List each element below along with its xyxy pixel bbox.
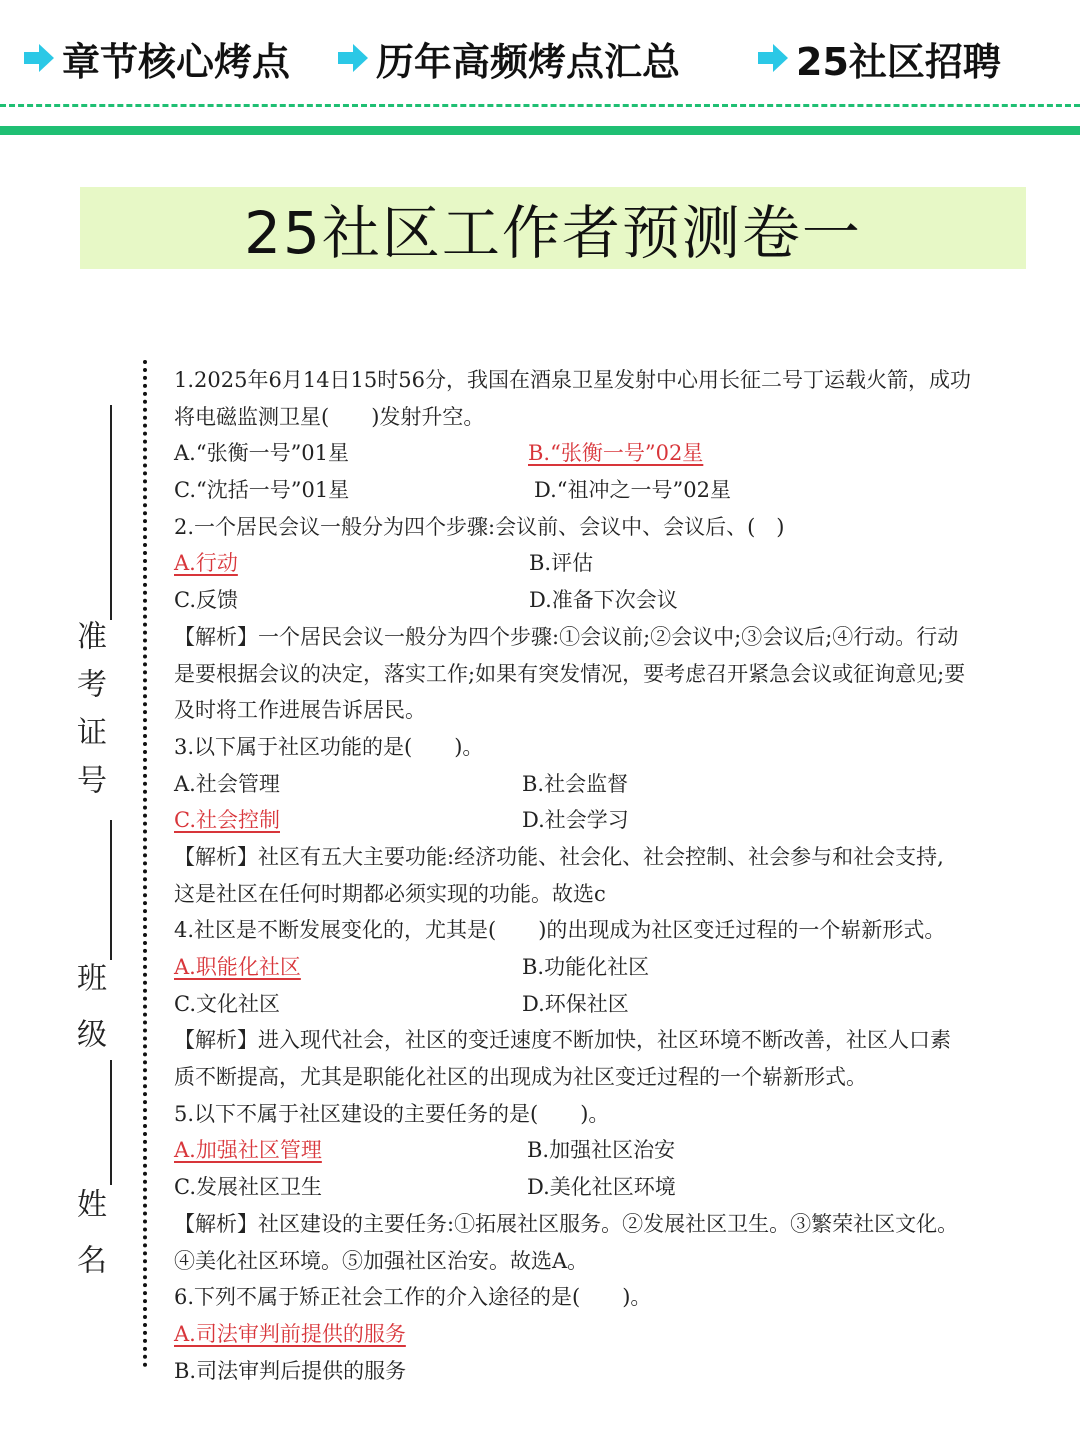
question-stem: 4.社区是不断发展变化的，尤其是( )的出现成为社区变迁过程的一个崭新形式。 <box>174 918 946 943</box>
option-row <box>174 802 1034 839</box>
question-stem: 2.一个居民会议一般分为四个步骤:会议前、会议中、会议后、( ) <box>174 514 785 539</box>
option-row-cut <box>174 1353 1034 1383</box>
name-label: 姓名 <box>71 1188 106 1300</box>
explanation: ④美化社区环境。⑤加强社区治安。故选A。 <box>174 1248 589 1273</box>
option-c: C.反馈 <box>174 588 238 613</box>
binding-dotted-line <box>143 360 147 1368</box>
question-stem: 5.以下不属于社区建设的主要任务的是( )。 <box>174 1101 610 1126</box>
option-d: D.环保社区 <box>522 991 629 1016</box>
nav-item-high-frequency[interactable] <box>336 28 680 88</box>
explanation: 这是社区在任何时期都必须实现的功能。故选c <box>174 881 606 906</box>
option-d: D.美化社区环境 <box>527 1175 676 1200</box>
explanation: 【解析】社区有五大主要功能:经济功能、社会化、社会控制、社会参与和社会支持, <box>174 844 944 869</box>
class-blank <box>110 820 112 960</box>
explanation: 【解析】进入现代社会，社区的变迁速度不断加快，社区环境不断改善，社区人口素 <box>174 1028 951 1053</box>
question-stem: 3.以下属于社区功能的是( )。 <box>174 734 484 759</box>
option-d: D.“祖冲之一号”02星 <box>534 478 731 503</box>
option-row <box>174 986 1034 1023</box>
option-a-answer: A.行动 <box>174 551 238 576</box>
nav-item-recruitment[interactable] <box>756 28 1001 88</box>
option-b: B.加强社区治安 <box>527 1138 676 1163</box>
exam-id-label: 准考证号 <box>71 620 106 812</box>
question-stem: 6.下列不属于矫正社会工作的介入途径的是( )。 <box>174 1285 652 1310</box>
explanation: 【解析】一个居民会议一般分为四个步骤:①会议前;②会议中;③会议后;④行动。行动 <box>174 624 959 649</box>
nav-item-label: 25社区招聘 <box>796 39 1001 84</box>
exam-paper <box>174 362 1034 1383</box>
option-c-answer: C.社会控制 <box>174 808 280 833</box>
name-blank <box>110 1060 112 1185</box>
option-row <box>174 582 1034 619</box>
solid-divider <box>0 126 1080 135</box>
option-row <box>174 766 1034 803</box>
nav-item-label: 历年高频烤点汇总 <box>376 39 681 84</box>
option-b: B.评估 <box>529 551 594 576</box>
option-row <box>174 949 1034 986</box>
nav-item-label: 章节核心烤点 <box>62 39 291 84</box>
explanation: 质不断提高，尤其是职能化社区的出现成为社区变迁过程的一个崭新形式。 <box>174 1065 867 1090</box>
option-a-answer: A.加强社区管理 <box>174 1138 322 1163</box>
option-a: A.“张衡一号”01星 <box>174 441 350 466</box>
option-b-answer: B.“张衡一号”02星 <box>528 441 704 466</box>
nav-item-chapter-core[interactable] <box>22 28 290 88</box>
explanation: 及时将工作进展告诉居民。 <box>174 698 426 723</box>
option-a-answer: A.司法审判前提供的服务 <box>174 1321 406 1346</box>
explanation: 【解析】社区建设的主要任务:①拓展社区服务。②发展社区卫生。③繁荣社区文化。 <box>174 1211 959 1236</box>
option-row <box>174 1316 1034 1353</box>
option-b: B.功能化社区 <box>522 955 650 979</box>
dashed-divider <box>0 104 1080 107</box>
option-c: C.“沈括一号”01星 <box>174 478 350 503</box>
option-row <box>174 1132 1034 1169</box>
option-d: D.社会学习 <box>522 808 629 833</box>
top-navigation <box>0 28 1080 88</box>
option-c: C.文化社区 <box>174 991 280 1016</box>
question-stem: 将电磁监测卫星( )发射升空。 <box>174 404 485 429</box>
title-banner <box>80 187 1026 269</box>
option-d: D.准备下次会议 <box>529 588 678 613</box>
page-title: 25社区工作者预测卷一 <box>244 199 862 267</box>
option-c: C.发展社区卫生 <box>174 1175 322 1200</box>
option-a: A.社会管理 <box>174 771 280 796</box>
explanation: 是要根据会议的决定，落实工作;如果有突发情况，要考虑召开紧急会议或征询意见;要 <box>174 661 966 686</box>
option-row <box>174 435 1034 472</box>
class-label: 班级 <box>71 962 106 1074</box>
option-row <box>174 472 1034 509</box>
option-b: B.司法审判后提供的服务 <box>174 1358 407 1383</box>
arrow-right-icon <box>336 41 370 75</box>
question-stem: 1.2025年6月14日15时56分，我国在酒泉卫星发射中心用长征二号丁运载火箭，成功 <box>174 368 972 392</box>
option-b: B.社会监督 <box>522 771 629 796</box>
option-row <box>174 1169 1034 1206</box>
option-row <box>174 545 1034 582</box>
exam-id-blank <box>110 405 112 620</box>
option-a-answer: A.职能化社区 <box>174 955 301 979</box>
arrow-right-icon <box>22 41 56 75</box>
arrow-right-icon <box>756 41 790 75</box>
